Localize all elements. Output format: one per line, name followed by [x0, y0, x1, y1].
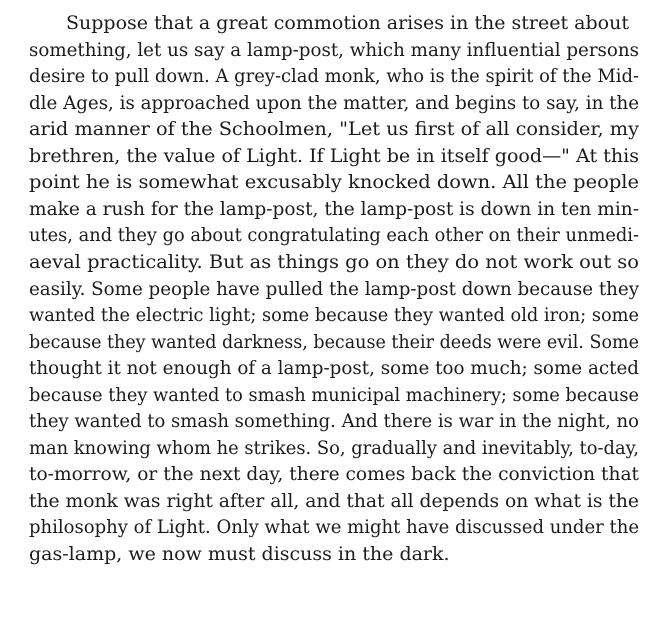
- paragraph-line: because they wanted darkness, because their deeds were evil. Some: [29, 330, 639, 353]
- paragraph-line: philosophy of Light. Only what we might have discussed under the: [29, 516, 639, 539]
- paragraph-line: dle Ages, is approached upon the matter, and begins to say, in the: [29, 91, 639, 114]
- paragraph-line: Suppose that a great commotion arises in the street about: [66, 12, 629, 34]
- paragraph-line: man knowing whom he strikes. So, gradually and inevitably, to-day,: [29, 436, 639, 459]
- paragraph-line: brethren, the value of Light. If Light be in itself good—" At this: [29, 144, 639, 167]
- paragraph-line: something, let us say a lamp-post, which many influential persons: [29, 38, 639, 61]
- paragraph-line: easily. Some people have pulled the lamp-post down because they: [29, 277, 639, 300]
- paragraph-line: gas-lamp, we now must discuss in the dark.: [29, 543, 450, 565]
- paragraph-line: make a rush for the lamp-post, the lamp-post is down in ten min-: [29, 197, 639, 220]
- paragraph-line: thought it not enough of a lamp-post, some too much; some acted: [29, 357, 639, 380]
- paragraph-line: point he is somewhat excusably knocked down. All the people: [29, 171, 639, 194]
- paragraph-line: they wanted to smash something. And there is war in the night, no: [29, 410, 639, 433]
- paragraph-line: aeval practicality. But as things go on they do not work out so: [29, 250, 639, 273]
- paragraph-line: desire to pull down. A grey-clad monk, who is the spirit of the Mid-: [29, 65, 639, 88]
- paragraph-line: because they wanted to smash municipal machinery; some because: [29, 383, 639, 406]
- paragraph-line: utes, and they go about congratulating each other on their unmedi-: [29, 224, 639, 247]
- paragraph-line: arid manner of the Schoolmen, "Let us first of all consider, my: [29, 118, 639, 141]
- paragraph-line: the monk was right after all, and that all depends on what is the: [29, 489, 639, 512]
- paragraph-line: to-morrow, or the next day, there comes back the conviction that: [29, 463, 639, 486]
- paragraph-line: wanted the electric light; some because they wanted old iron; some: [29, 304, 639, 327]
